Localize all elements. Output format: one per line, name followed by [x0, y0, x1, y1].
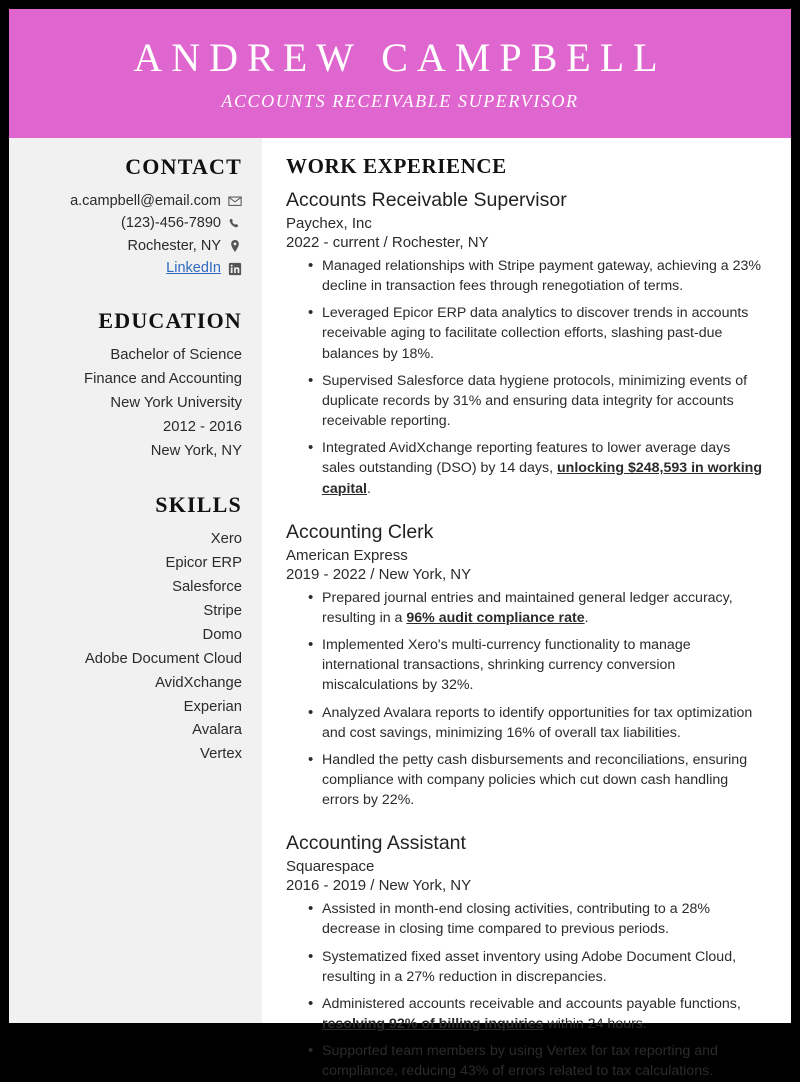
resume-page: [9, 9, 791, 1080]
job-bullets: [286, 588, 767, 811]
skill-item: Domo: [202, 626, 242, 643]
job-bullet: • Administered accounts receivable and accounts payable functions, resolving 92% of billing inquiries within 24 hours.: [308, 994, 767, 1034]
job-bullet: • Supported team members by using Vertex for tax reporting and compliance, reducing 43% of errors related to tax calculations.: [308, 1041, 767, 1081]
contact-item-email: [21, 190, 242, 212]
skill-item: Stripe: [203, 602, 242, 619]
job-bullet: • Managed relationships with Stripe payment gateway, achieving a 23% decline in transaction fees through renegotiation of terms.: [308, 256, 767, 296]
job-bullet: • Integrated AvidXchange reporting features to lower average days sales outstanding (DSO) by 14 days, unlocking $248,593 in working capital.: [308, 438, 767, 498]
job-company: Paychex, Inc: [286, 215, 372, 232]
linkedin-icon[interactable]: [228, 262, 242, 276]
contact-item-linkedin[interactable]: [21, 257, 242, 279]
job-title: Accounting Clerk: [286, 520, 434, 543]
skill-item: Adobe Document Cloud: [84, 650, 242, 667]
job-title: Accounts Receivable Supervisor: [286, 189, 567, 211]
skill-item: Vertex: [200, 746, 242, 763]
job-dates-location: 2016 - 2019 / New York, NY: [286, 877, 472, 895]
education-line: New York, NY: [150, 442, 242, 459]
contact-item-phone: [21, 212, 242, 234]
envelope-icon: [228, 194, 242, 208]
work-experience-heading: WORK EXPERIENCE: [286, 154, 507, 178]
resume-body: [9, 138, 791, 1080]
job-company: Squarespace: [286, 858, 375, 876]
candidate-job-title: ACCOUNTS RECEIVABLE SUPERVISOR: [221, 91, 579, 111]
education-line: 2012 - 2016: [163, 418, 242, 435]
skill-item: Epicor ERP: [165, 554, 242, 571]
job-bullet: • Supervised Salesforce data hygiene protocols, minimizing events of duplicate records by 31% and ensuring data integrity for accounts receivable reporting.: [308, 371, 767, 431]
education-heading: EDUCATION: [98, 307, 242, 333]
contact-item-location: [21, 235, 242, 257]
phone-icon: [228, 217, 242, 231]
job-title: Accounting Assistant: [286, 832, 466, 855]
job-bullets: [286, 256, 767, 499]
skill-item: Avalara: [192, 722, 242, 739]
skill-item: AvidXchange: [155, 674, 242, 691]
job-dates-location: 2019 - 2022 / New York, NY: [286, 565, 472, 583]
job-company: American Express: [286, 546, 408, 564]
job-bullet: • Assisted in month-end closing activities, contributing to a 28% decrease in closing time compared to previous periods.: [308, 899, 767, 939]
education-line: Finance and Accounting: [84, 370, 242, 387]
job-bullet: • Prepared journal entries and maintained general ledger accuracy, resulting in a 96% audit compliance rate.: [308, 588, 767, 628]
contact-phone-text: (123)-456-7890: [121, 215, 221, 232]
linkedin-link-text[interactable]: LinkedIn: [166, 260, 221, 277]
job-bullet: • Analyzed Avalara reports to identify opportunities for tax optimization and cost savings, minimizing 16% of overall tax liabilities.: [308, 703, 767, 743]
education-line: Bachelor of Science: [110, 346, 242, 363]
job-bullet: • Systematized fixed asset inventory using Adobe Document Cloud, resulting in a 27% reduction in discrepancies.: [308, 947, 767, 987]
job-bullets: [286, 899, 767, 1081]
skills-heading: SKILLS: [155, 491, 242, 517]
skill-item: Xero: [210, 530, 242, 547]
candidate-name: ANDREW CAMPBELL: [133, 35, 667, 80]
job-entry: [286, 832, 767, 1081]
job-dates-location: 2022 - current / Rochester, NY: [286, 234, 489, 251]
job-bullet: • Handled the petty cash disbursements and reconciliations, ensuring compliance with company policies which cut down cash handling errors by 22%.: [308, 750, 767, 810]
job-entry: [286, 521, 767, 811]
education-line: New York University: [110, 394, 242, 411]
skill-item: Experian: [183, 698, 242, 715]
location-pin-icon: [228, 239, 242, 253]
contact-email-text: a.campbell@email.com: [70, 193, 221, 209]
skill-item: Salesforce: [172, 578, 242, 595]
job-entry: [286, 189, 767, 499]
contact-location-text: Rochester, NY: [127, 237, 221, 254]
main-column: [262, 138, 791, 1080]
sidebar: [9, 138, 262, 1023]
job-bullet: • Leveraged Epicor ERP data analytics to discover trends in accounts receivable aging to facilitate collection efforts, slashing past-due balances by 18%.: [308, 303, 767, 363]
job-bullet: • Implemented Xero's multi-currency functionality to manage international transactions, shrinking currency conversion miscalculations by 32%.: [308, 635, 767, 695]
contact-heading: CONTACT: [125, 154, 242, 179]
resume-header: [9, 9, 791, 138]
